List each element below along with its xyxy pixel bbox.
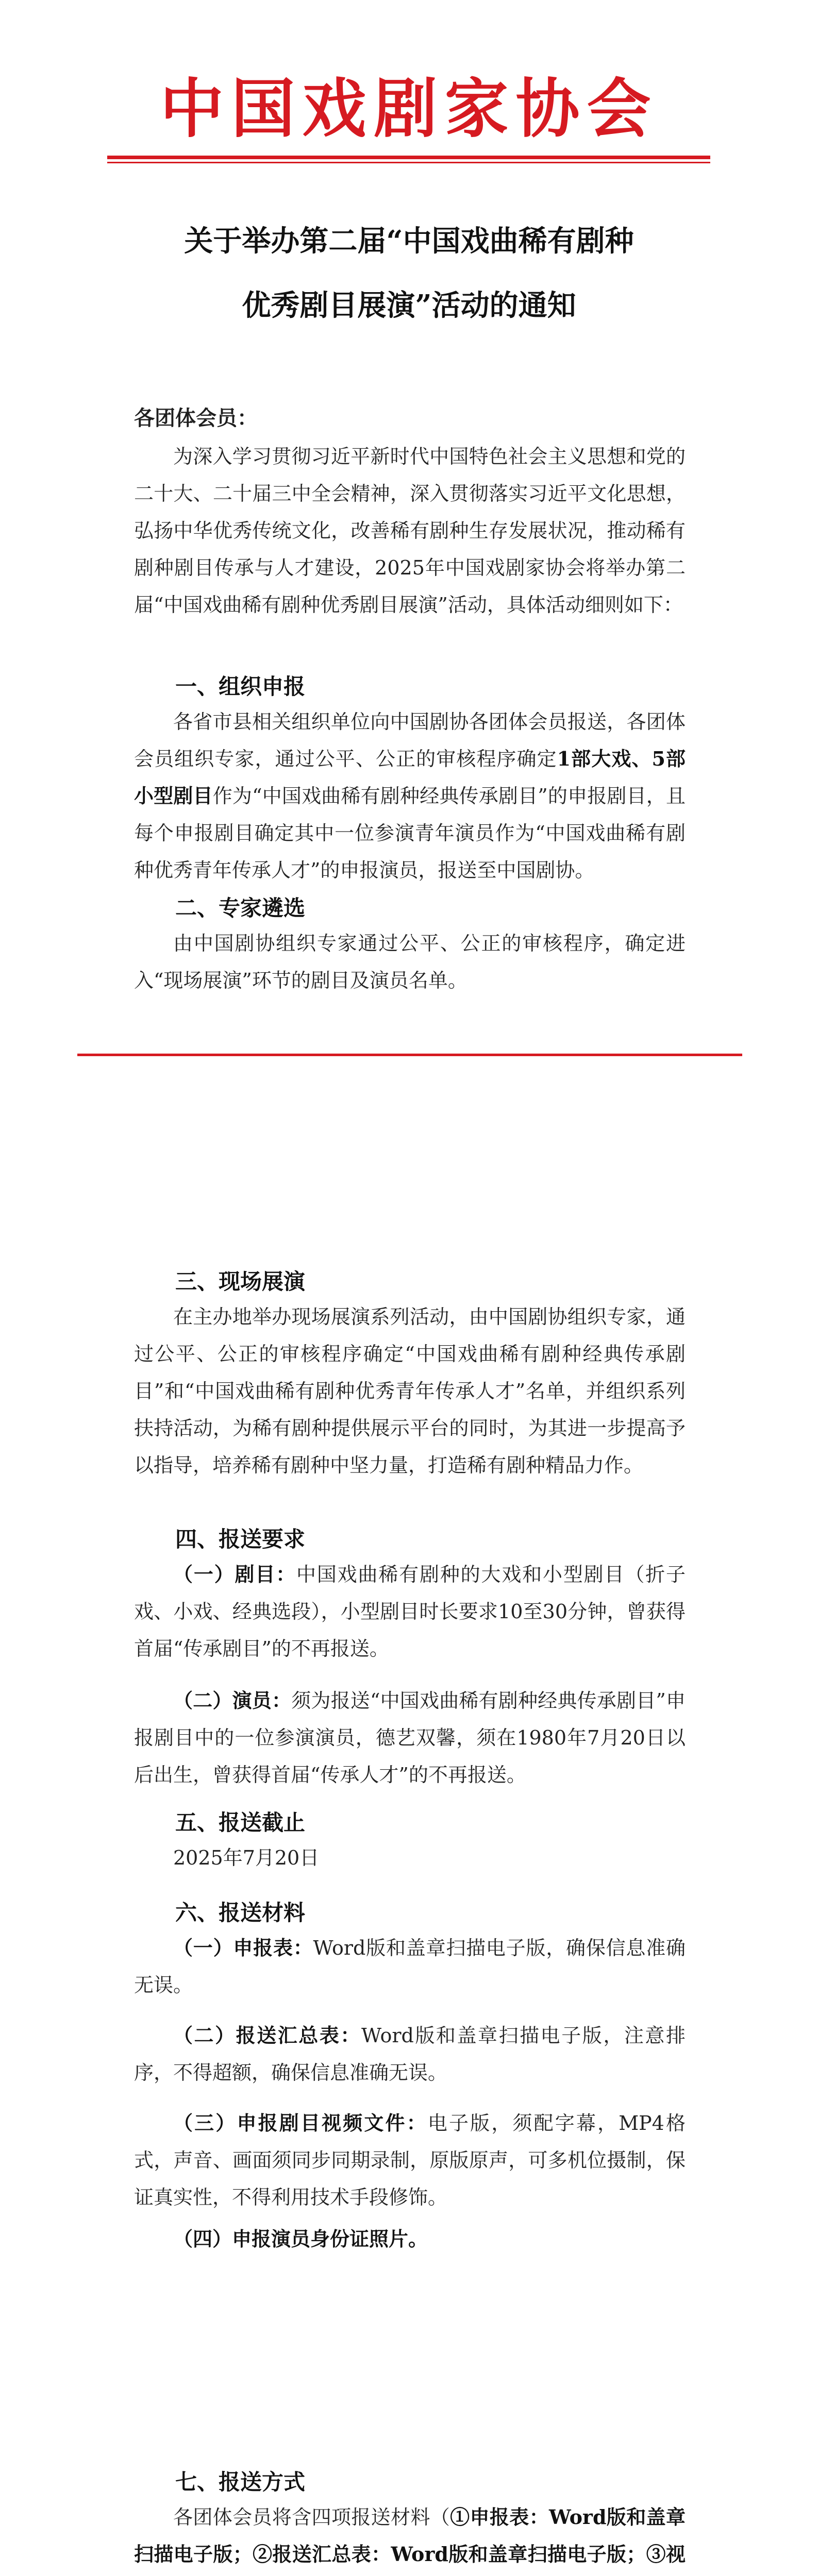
letterhead: 中国戏剧家协会 bbox=[160, 72, 658, 146]
section-4-heading: 四、报送要求 bbox=[175, 1527, 306, 1552]
section-6-item-2: （二）报送汇总表：Word版和盖章扫描电子版，注意排序，不得超额，确保信息准确无误。 bbox=[134, 2024, 686, 2084]
section-4-item-1: （一）剧目：中国戏曲稀有剧种的大戏和小型剧目（折子戏、小戏、经典选段），小型剧目时长要求10至30分钟，曾获得首届“传承剧目”的不再报送。 bbox=[134, 1563, 686, 1660]
section-6-item-1: （一）申报表：Word版和盖章扫描电子版，确保信息准确无误。 bbox=[134, 1936, 686, 1996]
letterhead-rule-thin bbox=[107, 162, 710, 163]
page-break-rule bbox=[77, 1054, 742, 1056]
section-1-heading: 一、组织申报 bbox=[175, 674, 306, 699]
deadline-date: 2025年7月20日 bbox=[173, 1846, 320, 1869]
section-3-paragraph: 在主办地举办现场展演系列活动，由中国剧协组织专家，通过公平、公正的审核程序确定“中国戏曲稀有剧种经典传承剧目”和“中国戏曲稀有剧种优秀青年传承人才”名单，并组织系列扶持活动，为稀有剧种提供展示平台的同时，为其进一步提高予以指导，培养稀有剧种中坚力量，打造稀有剧种精品力作。 bbox=[134, 1306, 686, 1477]
section-1-paragraph: 各省市县相关组织单位向中国剧协各团体会员报送，各团体会员组织专家，通过公平、公正的审核程序确定1部大戏、5部小型剧目作为“中国戏曲稀有剧种经典传承剧目”的申报剧目，且每个申报剧目确定其中一位参演青年演员作为“中国戏曲稀有剧种优秀青年传承人才”的申报演员，报送至中国剧协。 bbox=[134, 710, 686, 882]
intro-paragraph: 为深入学习贯彻习近平新时代中国特色社会主义思想和党的二十大、二十届三中全会精神，深入贯彻落实习近平文化思想，弘扬中华优秀传统文化，改善稀有剧种生存发展状况，推动稀有剧种剧目传承与人才建设，2025年中国戏剧家协会将举办第二届“中国戏曲稀有剧种优秀剧目展演”活动，具体活动细则如下： bbox=[134, 445, 686, 616]
section-6-item-3: （三）申报剧目视频文件：电子版，须配字幕，MP4格式，声音、画面须同步同期录制，原版原声，可多机位摄制，保证真实性，不得利用技术手段修饰。 bbox=[134, 2111, 686, 2209]
section-6-item-4: （四）申报演员身份证照片。 bbox=[173, 2227, 428, 2250]
section-1-quota: 1部大戏、5部小型剧目 bbox=[134, 747, 686, 807]
section-2-heading: 二、专家遴选 bbox=[175, 895, 306, 921]
section-6-heading: 六、报送材料 bbox=[175, 1900, 306, 1925]
doc-title-line2: 优秀剧目展演”活动的通知 bbox=[242, 289, 576, 323]
doc-title-line1: 关于举办第二届“中国戏曲稀有剧种 bbox=[184, 224, 634, 258]
section-7-heading: 七、报送方式 bbox=[175, 2469, 306, 2495]
section-3-heading: 三、现场展演 bbox=[175, 1269, 306, 1294]
section-7-paragraph: 各团体会员将含四项报送材料（①申报表：Word版和盖章扫描电子版；②报送汇总表：Word版和盖章扫描电子版；③视 bbox=[134, 2505, 686, 2566]
salutation: 各团体会员： bbox=[134, 406, 258, 430]
letterhead-rule bbox=[107, 156, 710, 159]
section-2-paragraph: 由中国剧协组织专家通过公平、公正的审核程序，确定进入“现场展演”环节的剧目及演员名单。 bbox=[134, 932, 686, 992]
section-4-item-2: （二）演员：须为报送“中国戏曲稀有剧种经典传承剧目”申报剧目中的一位参演演员，德艺双馨，须在1980年7月20日以后出生，曾获得首届“传承人才”的不再报送。 bbox=[134, 1689, 686, 1786]
section-5-heading: 五、报送截止 bbox=[175, 1810, 306, 1835]
